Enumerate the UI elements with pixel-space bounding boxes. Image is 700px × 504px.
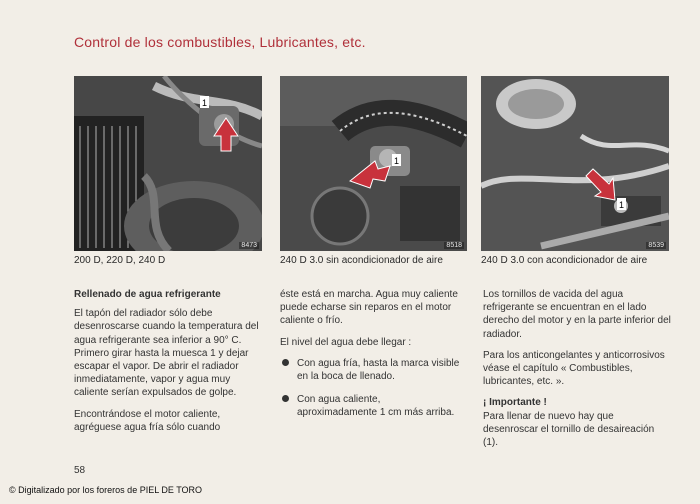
paragraph: El tapón del radiador sólo debe desenroscarse cuando la temperatura del agua refrigerante sea inferior a 90° C. Primero girar hasta la muesca 1 y dejar escapar el vapor. De abrir el radiador inmediatamente, vapor y agua muy caliente serían expulsados de golpe. bbox=[74, 308, 259, 399]
important-label: ¡ Importante ! bbox=[483, 397, 547, 409]
bullet-list bbox=[280, 357, 462, 420]
callout-2: 1 bbox=[394, 156, 400, 166]
footer-credit: © Digitalizado por los foreros de PIEL DE TORO bbox=[9, 485, 203, 495]
engine-photo-3 bbox=[481, 76, 669, 251]
section-heading: Rellenado de agua refrigerante bbox=[74, 289, 221, 300]
paragraph: El nivel del agua debe llegar : bbox=[280, 336, 412, 348]
engine-photo-1-image bbox=[74, 76, 262, 251]
figure-caption-3: 240 D 3.0 con acondicionador de aire bbox=[481, 255, 648, 266]
figure-caption-2: 240 D 3.0 sin acondicionador de aire bbox=[280, 255, 443, 266]
callout-3: 1 bbox=[619, 200, 625, 210]
figure-caption-1: 200 D, 220 D, 240 D bbox=[74, 255, 166, 266]
engine-photo-1 bbox=[74, 76, 262, 251]
photo-number-2: 8518 bbox=[446, 242, 462, 249]
callout-1: 1 bbox=[202, 98, 208, 108]
paragraph: éste está en marcha. Agua muy caliente puede echarse sin reparos en el motor caliente o frío. bbox=[280, 289, 458, 327]
list-item: Con agua fría, hasta la marca visible en la boca de llenado. bbox=[280, 357, 462, 383]
photo-number-3: 8539 bbox=[648, 242, 664, 249]
text-column-2 bbox=[280, 288, 462, 430]
text-column-1 bbox=[74, 288, 260, 442]
text-column-3 bbox=[483, 288, 671, 457]
paragraph: Encontrándose el motor caliente, agréguese agua fría sólo cuando bbox=[74, 408, 221, 433]
page-number: 58 bbox=[74, 465, 86, 476]
photo-number-1: 8473 bbox=[241, 242, 257, 249]
engine-photo-2-image bbox=[280, 76, 467, 251]
engine-photo-2 bbox=[280, 76, 467, 251]
engine-photo-3-image bbox=[481, 76, 669, 251]
list-item: Con agua caliente, aproximadamente 1 cm más arriba. bbox=[280, 393, 462, 419]
paragraph: Para llenar de nuevo hay que desenroscar el tornillo de desaireación (1). bbox=[483, 410, 655, 449]
page-title: Control de los combustibles, Lubricantes, etc. bbox=[74, 34, 366, 50]
bullet-icon bbox=[282, 359, 289, 366]
paragraph: Los tornillos de vacida del agua refrigerante se encuentran en el lado derecho del motor y en la parte inferior del radiador. bbox=[483, 289, 671, 340]
bullet-icon bbox=[282, 395, 289, 402]
paragraph: Para los anticongelantes y anticorrosivos véase el capítulo « Combustibles, lubricantes, etc. ». bbox=[483, 349, 665, 388]
